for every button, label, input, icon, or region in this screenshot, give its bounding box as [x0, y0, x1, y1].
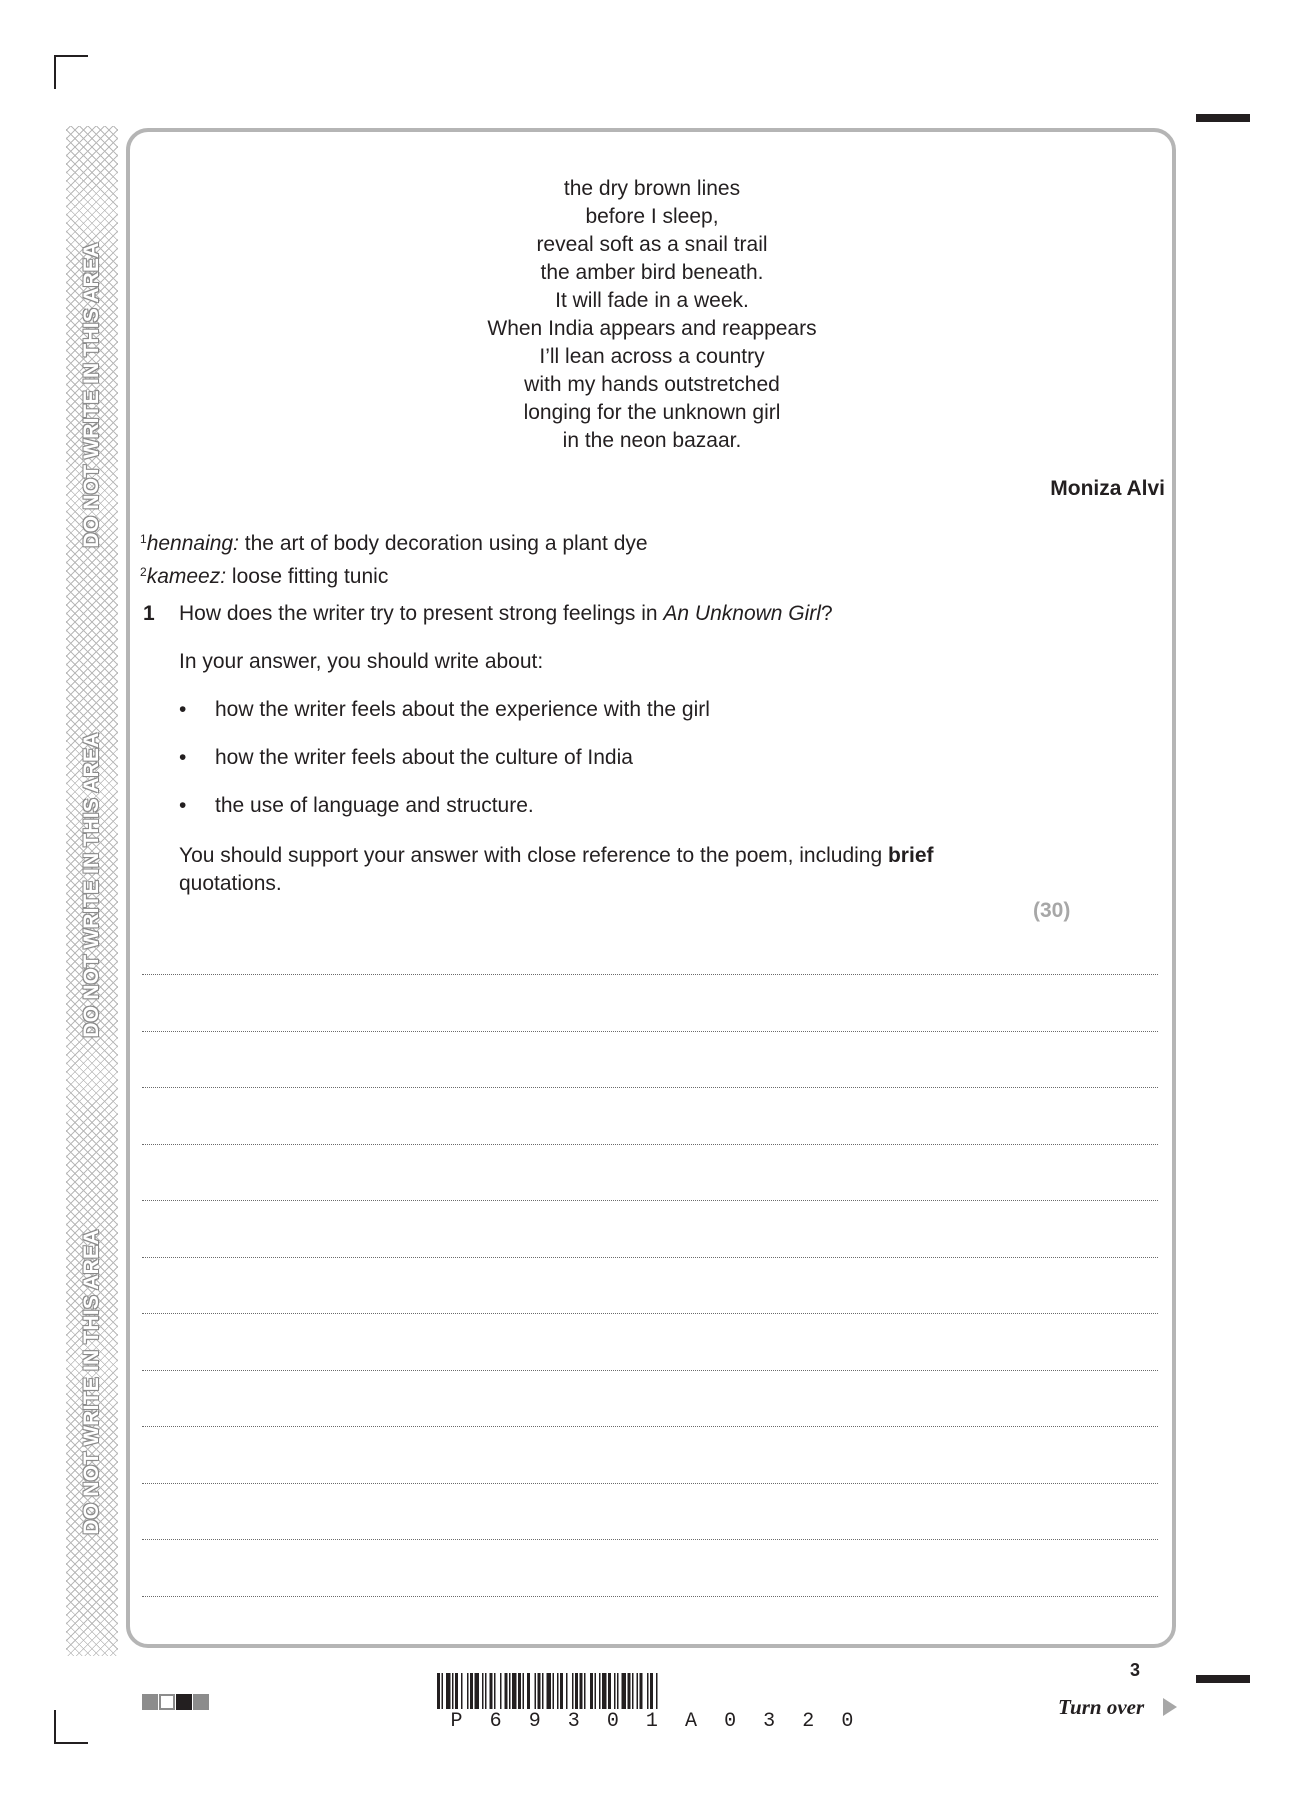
barcode-bar [542, 1673, 544, 1709]
barcode-bar [538, 1673, 541, 1709]
answer-line[interactable] [142, 1200, 1158, 1201]
poem-line: I’ll lean across a country [539, 345, 765, 368]
barcode-bar [566, 1673, 568, 1709]
barcode-bar [446, 1673, 451, 1709]
support-bold-word: brief [887, 844, 934, 867]
barcode-bar [632, 1673, 634, 1709]
answer-line[interactable] [142, 1539, 1158, 1540]
barcode-bar [560, 1673, 563, 1709]
bullet-dot: • [179, 698, 187, 721]
turn-over-arrow-icon [1163, 1698, 1177, 1716]
barcode-digits [437, 1710, 867, 1733]
barcode-bar [475, 1673, 480, 1709]
barcode-bar [509, 1673, 511, 1709]
answer-line[interactable] [142, 1031, 1158, 1032]
barcode-bar [442, 1673, 444, 1709]
barcode-digit: A [685, 1710, 698, 1733]
barcode-bar [535, 1673, 537, 1709]
poem-line: before I sleep, [585, 205, 719, 228]
answer-line[interactable] [142, 1483, 1158, 1484]
bullet-text: how the writer feels about the culture of India [215, 746, 633, 769]
support-text: You should support your answer with close reference to the poem, including [179, 844, 888, 867]
barcode-bar [557, 1673, 559, 1709]
barcode-bar [614, 1673, 616, 1709]
poem-line: reveal soft as a snail trail [536, 233, 768, 256]
barcode-digit: 9 [528, 1710, 541, 1733]
barcode-bar [647, 1673, 649, 1709]
marks-available: (30) [1033, 899, 1071, 922]
barcode-bar [455, 1673, 458, 1709]
barcode-bar [547, 1673, 552, 1709]
barcode-bar [461, 1673, 463, 1709]
reg-square [176, 1694, 192, 1710]
barcode-bar [518, 1673, 521, 1709]
barcode-bar [580, 1673, 583, 1709]
barcode-bar [467, 1673, 469, 1709]
barcode-bar [437, 1673, 440, 1709]
barcode-digit: 3 [567, 1710, 580, 1733]
barcode-digit: 0 [724, 1710, 737, 1733]
barcode-bar [590, 1673, 593, 1709]
barcode-bar [650, 1673, 653, 1709]
reg-square [159, 1694, 175, 1710]
bullet-text: the use of language and structure. [215, 794, 534, 817]
barcode-digit: 0 [606, 1710, 619, 1733]
crop-mark-top-left-horizontal [54, 55, 88, 57]
poem-author: Moniza Alvi [1050, 477, 1165, 500]
footnote-mark: 2 [140, 565, 147, 579]
barcode-bar [553, 1673, 555, 1709]
barcode-digit: 2 [802, 1710, 815, 1733]
barcode-bar [640, 1673, 643, 1709]
barcode-digit: 3 [763, 1710, 776, 1733]
turn-over-label: Turn over [1058, 1695, 1145, 1719]
barcode-bar [527, 1673, 530, 1709]
answer-line[interactable] [142, 1370, 1158, 1371]
bullet-text: how the writer feels about the experience with the girl [215, 698, 710, 721]
poem-line: It will fade in a week. [555, 289, 749, 312]
crop-mark-bottom-left-horizontal [54, 1742, 88, 1744]
footnote [140, 525, 648, 558]
barcode-bar [622, 1673, 627, 1709]
barcode-bar [608, 1673, 611, 1709]
barcode-bar [595, 1673, 597, 1709]
barcode-bar [575, 1673, 578, 1709]
edge-bar-bottom-right [1196, 1675, 1250, 1683]
barcode-bar [505, 1673, 508, 1709]
crop-mark-bottom-left-vertical [54, 1710, 56, 1744]
question-text [179, 602, 1019, 626]
footnote-term: kameez: [146, 565, 227, 588]
footnote [140, 558, 648, 591]
reg-square [193, 1694, 209, 1710]
barcode-bar [485, 1673, 487, 1709]
answer-line[interactable] [142, 1087, 1158, 1088]
answer-line[interactable] [142, 1313, 1158, 1314]
poem-line: longing for the unknown girl [523, 401, 781, 424]
poem-line: with my hands outstretched [524, 373, 780, 396]
question-number: 1 [143, 602, 155, 625]
barcode-bar [452, 1673, 454, 1709]
footnote-definition: the art of body decoration using a plant dye [238, 532, 648, 555]
question-text-end: ? [820, 602, 833, 625]
answer-line[interactable] [142, 1144, 1158, 1145]
crop-mark-top-left-vertical [54, 55, 56, 89]
barcode-bar [599, 1673, 601, 1709]
barcode-bar [637, 1673, 639, 1709]
poem-stanza [140, 175, 1164, 455]
barcode-bar [512, 1673, 517, 1709]
footnote-term: hennaing: [146, 532, 239, 555]
footnote-mark: 1 [140, 532, 147, 546]
answer-line[interactable] [142, 1596, 1158, 1597]
barcode-bar [617, 1673, 619, 1709]
barcode-bar [523, 1673, 525, 1709]
barcode-bar [500, 1673, 502, 1709]
answer-line[interactable] [142, 1426, 1158, 1427]
barcode-bar [470, 1673, 473, 1709]
barcode-digit: 6 [489, 1710, 502, 1733]
question-text-start: How does the writer try to present strong feelings in [179, 602, 664, 625]
barcode-bar [490, 1673, 493, 1709]
support-text-end: quotations. [179, 872, 282, 895]
barcode-digit: 1 [645, 1710, 658, 1733]
barcode [437, 1673, 867, 1709]
barcode-bar [584, 1673, 586, 1709]
barcode-bar [482, 1673, 484, 1709]
poem-line: When India appears and reappears [487, 317, 817, 340]
barcode-bar [572, 1673, 574, 1709]
poem-line: the amber bird beneath. [540, 261, 764, 284]
question-instruction: In your answer, you should write about: [179, 650, 544, 673]
barcode-digit: 0 [841, 1710, 854, 1733]
answer-line[interactable] [142, 974, 1158, 975]
barcode-bar [656, 1673, 658, 1709]
barcode-digit: P [450, 1710, 463, 1733]
footnotes [140, 525, 648, 591]
poem-line: the dry brown lines [563, 177, 741, 200]
poem-title: An Unknown Girl [663, 602, 821, 625]
footnote-definition: loose fitting tunic [226, 565, 389, 588]
barcode-bar [494, 1673, 496, 1709]
question-support-instruction [179, 842, 1039, 898]
barcode-bar [628, 1673, 631, 1709]
barcode-bar [602, 1673, 607, 1709]
bullet-dot: • [179, 746, 187, 769]
edge-bar-top-right [1196, 114, 1250, 122]
poem-line: in the neon bazaar. [562, 429, 742, 452]
answer-line[interactable] [142, 1257, 1158, 1258]
reg-square [142, 1694, 158, 1710]
bullet-dot: • [179, 794, 187, 817]
page-number: 3 [1130, 1660, 1141, 1680]
